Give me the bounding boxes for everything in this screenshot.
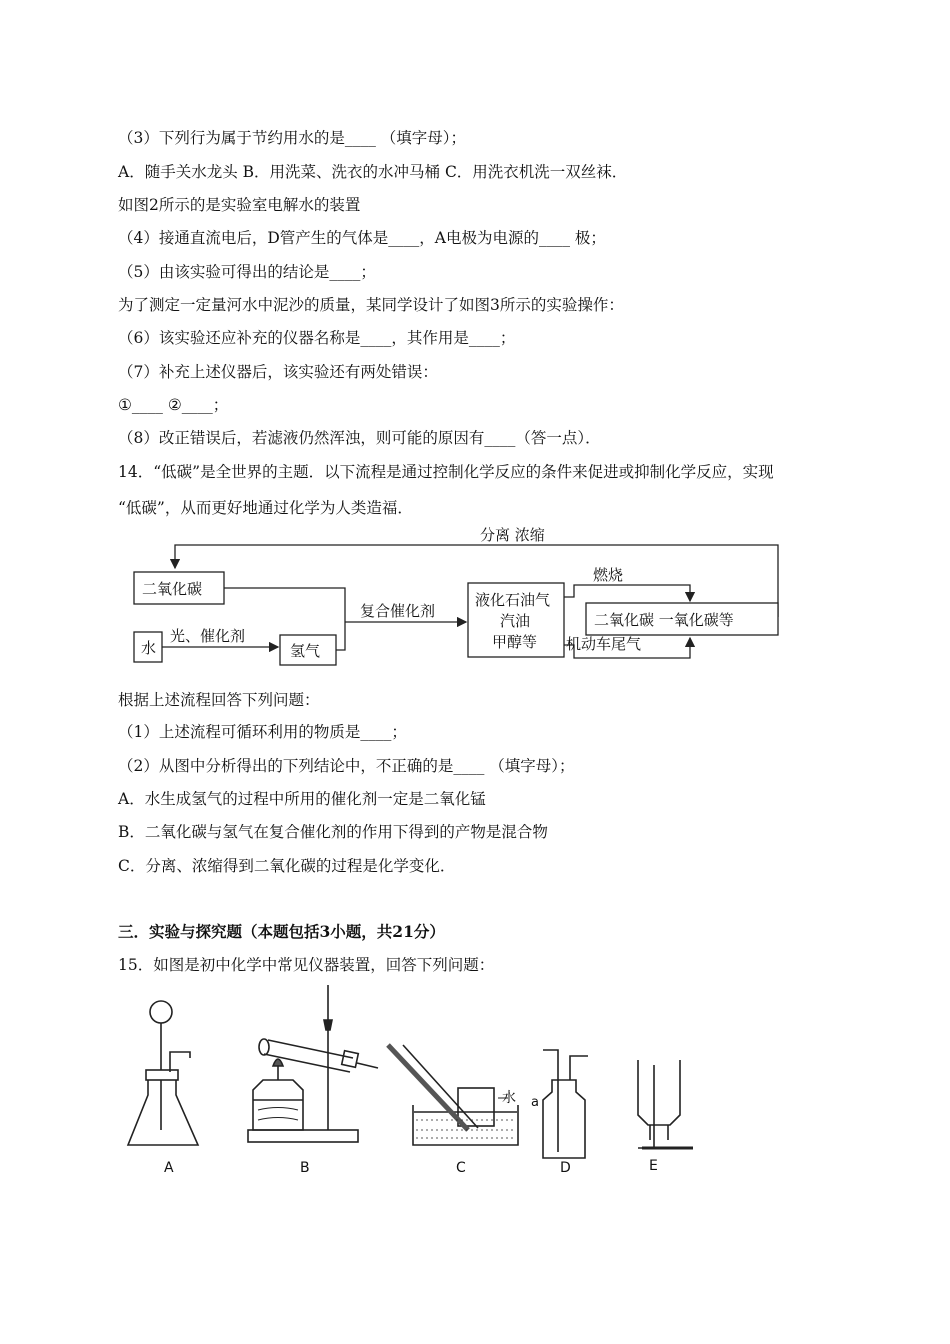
water-label: 水 [502,1090,516,1106]
q14-option-c: C．分离、浓缩得到二氧化碳的过程是化学变化． [118,857,456,875]
box-water-label: 水 [141,639,157,657]
box-h2-label: 氢气 [290,642,321,660]
label-b: B [300,1160,310,1176]
label-e: E [649,1158,658,1174]
lab-apparatus-figure [118,980,698,1180]
a-label: a [531,1095,539,1110]
box-products-line2: 汽油 [500,612,531,630]
q14-option-b: B．二氧化碳与氢气在复合催化剂的作用下得到的产物是混合物 [118,823,548,841]
q7-text: （7）补充上述仪器后，该实验还有两处错误： [118,363,438,381]
apparatus-c [388,1045,518,1145]
q4-text: （4）接通直流电后，D管产生的气体是____，A电极为电源的____ 极； [118,229,606,247]
q3-text: （3）下列行为属于节约用水的是____ （填字母）； [118,129,467,147]
label-burn: 燃烧 [593,566,624,584]
q14-sub1: （1）上述流程可循环利用的物质是____； [118,723,407,741]
low-carbon-flow-diagram [120,525,780,675]
box-products-line1: 液化石油气 [475,591,551,609]
fig2-intro: 如图2所示的是实验室电解水的装置 [118,196,361,214]
q6-text: （6）该实验还应补充的仪器名称是____，其作用是____； [118,329,516,347]
box-gases-label: 二氧化碳 一氧化碳等 [594,611,734,629]
apparatus-b [248,985,378,1142]
label-separate-concentrate: 分离 浓缩 [480,526,545,544]
label-composite-catalyst: 复合催化剂 [360,602,436,620]
box-products-line3: 甲醇等 [492,633,538,651]
apparatus-e [638,1060,693,1148]
q14-sub2: （2）从图中分析得出的下列结论中，不正确的是____ （填字母）； [118,757,575,775]
apparatus-d [543,1050,588,1158]
label-a: A [164,1160,174,1176]
q14-line1: 14．“低碳”是全世界的主题．以下流程是通过控制化学反应的条件来促进或抑制化学反应，实现 [118,463,774,481]
label-light-catalyst: 光、催化剂 [170,627,246,645]
section3-heading: 三．实验与探究题（本题包括3小题，共21分） [118,922,445,941]
q14-prompt: 根据上述流程回答下列问题： [118,691,320,709]
q5-text: （5）由该实验可得出的结论是____； [118,263,376,281]
label-exhaust: 机动车尾气 [566,635,642,653]
label-d: D [560,1160,571,1176]
q14-option-a: A．水生成氢气的过程中所用的催化剂一定是二氧化锰 [118,790,486,808]
fig3-intro: 为了测定一定量河水中泥沙的质量，某同学设计了如图3所示的实验操作： [118,296,624,314]
q3-options: A．随手关水龙头 B．用洗菜、洗衣的水冲马桶 C．用洗衣机洗一双丝袜． [118,163,628,181]
label-c: C [456,1160,466,1176]
apparatus-a [128,1001,198,1145]
box-co2-label: 二氧化碳 [142,580,203,598]
q7-blanks: ①____ ②____； [118,396,229,414]
q14-line2: “低碳”，从而更好地通过化学为人类造福． [118,499,413,517]
q15-text: 15．如图是初中化学中常见仪器装置，回答下列问题： [118,956,495,974]
q8-text: （8）改正错误后，若滤液仍然浑浊，则可能的原因有____（答一点）． [118,429,601,447]
